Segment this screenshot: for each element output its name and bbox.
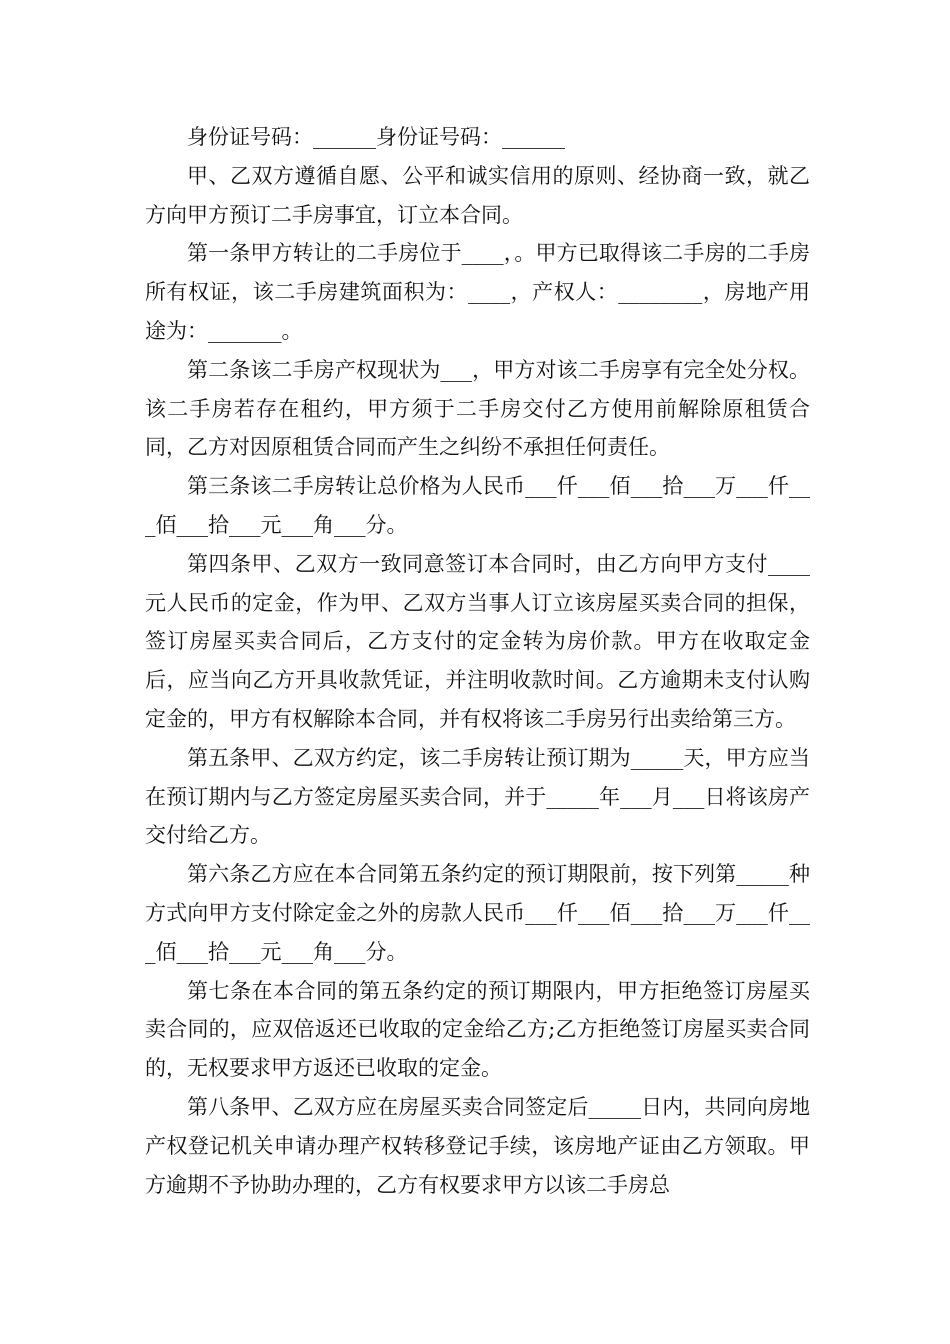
article-1-paragraph: 第一条甲方转让的二手房位于____，。甲方已取得该二手房的二手房所有权证，该二手房建筑面积为：____，产权人：________，房地产用途为：_______。: [145, 241, 810, 343]
article-3-paragraph: 第三条该二手房转让总价格为人民币___仟___佰___拾___万___仟___佰___拾___元___角___分。: [145, 474, 810, 537]
article-8-paragraph: 第八条甲、乙双方应在房屋买卖合同签定后_____日内，共同向房地产权登记机关申请办理产权转移登记手续，该房地产证由乙方领取。甲方逾期不予协助办理的，乙方有权要求甲方以该二手房总: [145, 1094, 810, 1197]
article-2-paragraph: 第二条该二手房产权现状为___，甲方对该二手房享有完全处分权。该二手房若存在租约，甲方须于二手房交付乙方使用前解除原租赁合同，乙方对因原租赁合同而产生之纠纷不承担任何责任。: [145, 357, 810, 460]
article-6-paragraph: 第六条乙方应在本合同第五条约定的预订期限前，按下列第_____种方式向甲方支付除定金之外的房款人民币___仟___佰___拾___万___仟___佰___拾___元___角___分。: [145, 862, 810, 964]
article-4-paragraph: 第四条甲、乙双方一致同意签订本合同时，由乙方向甲方支付____元人民币的定金，作为甲、乙双方当事人订立该房屋买卖合同的担保，签订房屋买卖合同后，乙方支付的定金转为房价款。甲方在收取定金后，应当向乙方开具收款凭证，并注明收款时间。乙方逾期未支付认购定金的，甲方有权解除本合同，并有权将该二手房另行出卖给第三方。: [145, 551, 810, 731]
contract-body: [145, 118, 810, 1204]
id-number-line: 身份证号码：______身份证号码：______: [187, 125, 565, 149]
article-5-paragraph: 第五条甲、乙双方约定，该二手房转让预订期为_____天，甲方应当在预订期内与乙方签定房屋买卖合同，并于_____年___月___日将该房产交付给乙方。: [145, 745, 810, 848]
preamble-paragraph: 甲、乙双方遵循自愿、公平和诚实信用的原则、经协商一致，就乙方向甲方预订二手房事宜，订立本合同。: [145, 163, 810, 227]
article-7-paragraph: 第七条在本合同的第五条约定的预订期限内，甲方拒绝签订房屋买卖合同的，应双倍返还已收取的定金给乙方;乙方拒绝签订房屋买卖合同的，无权要求甲方返还已收取的定金。: [145, 978, 810, 1081]
